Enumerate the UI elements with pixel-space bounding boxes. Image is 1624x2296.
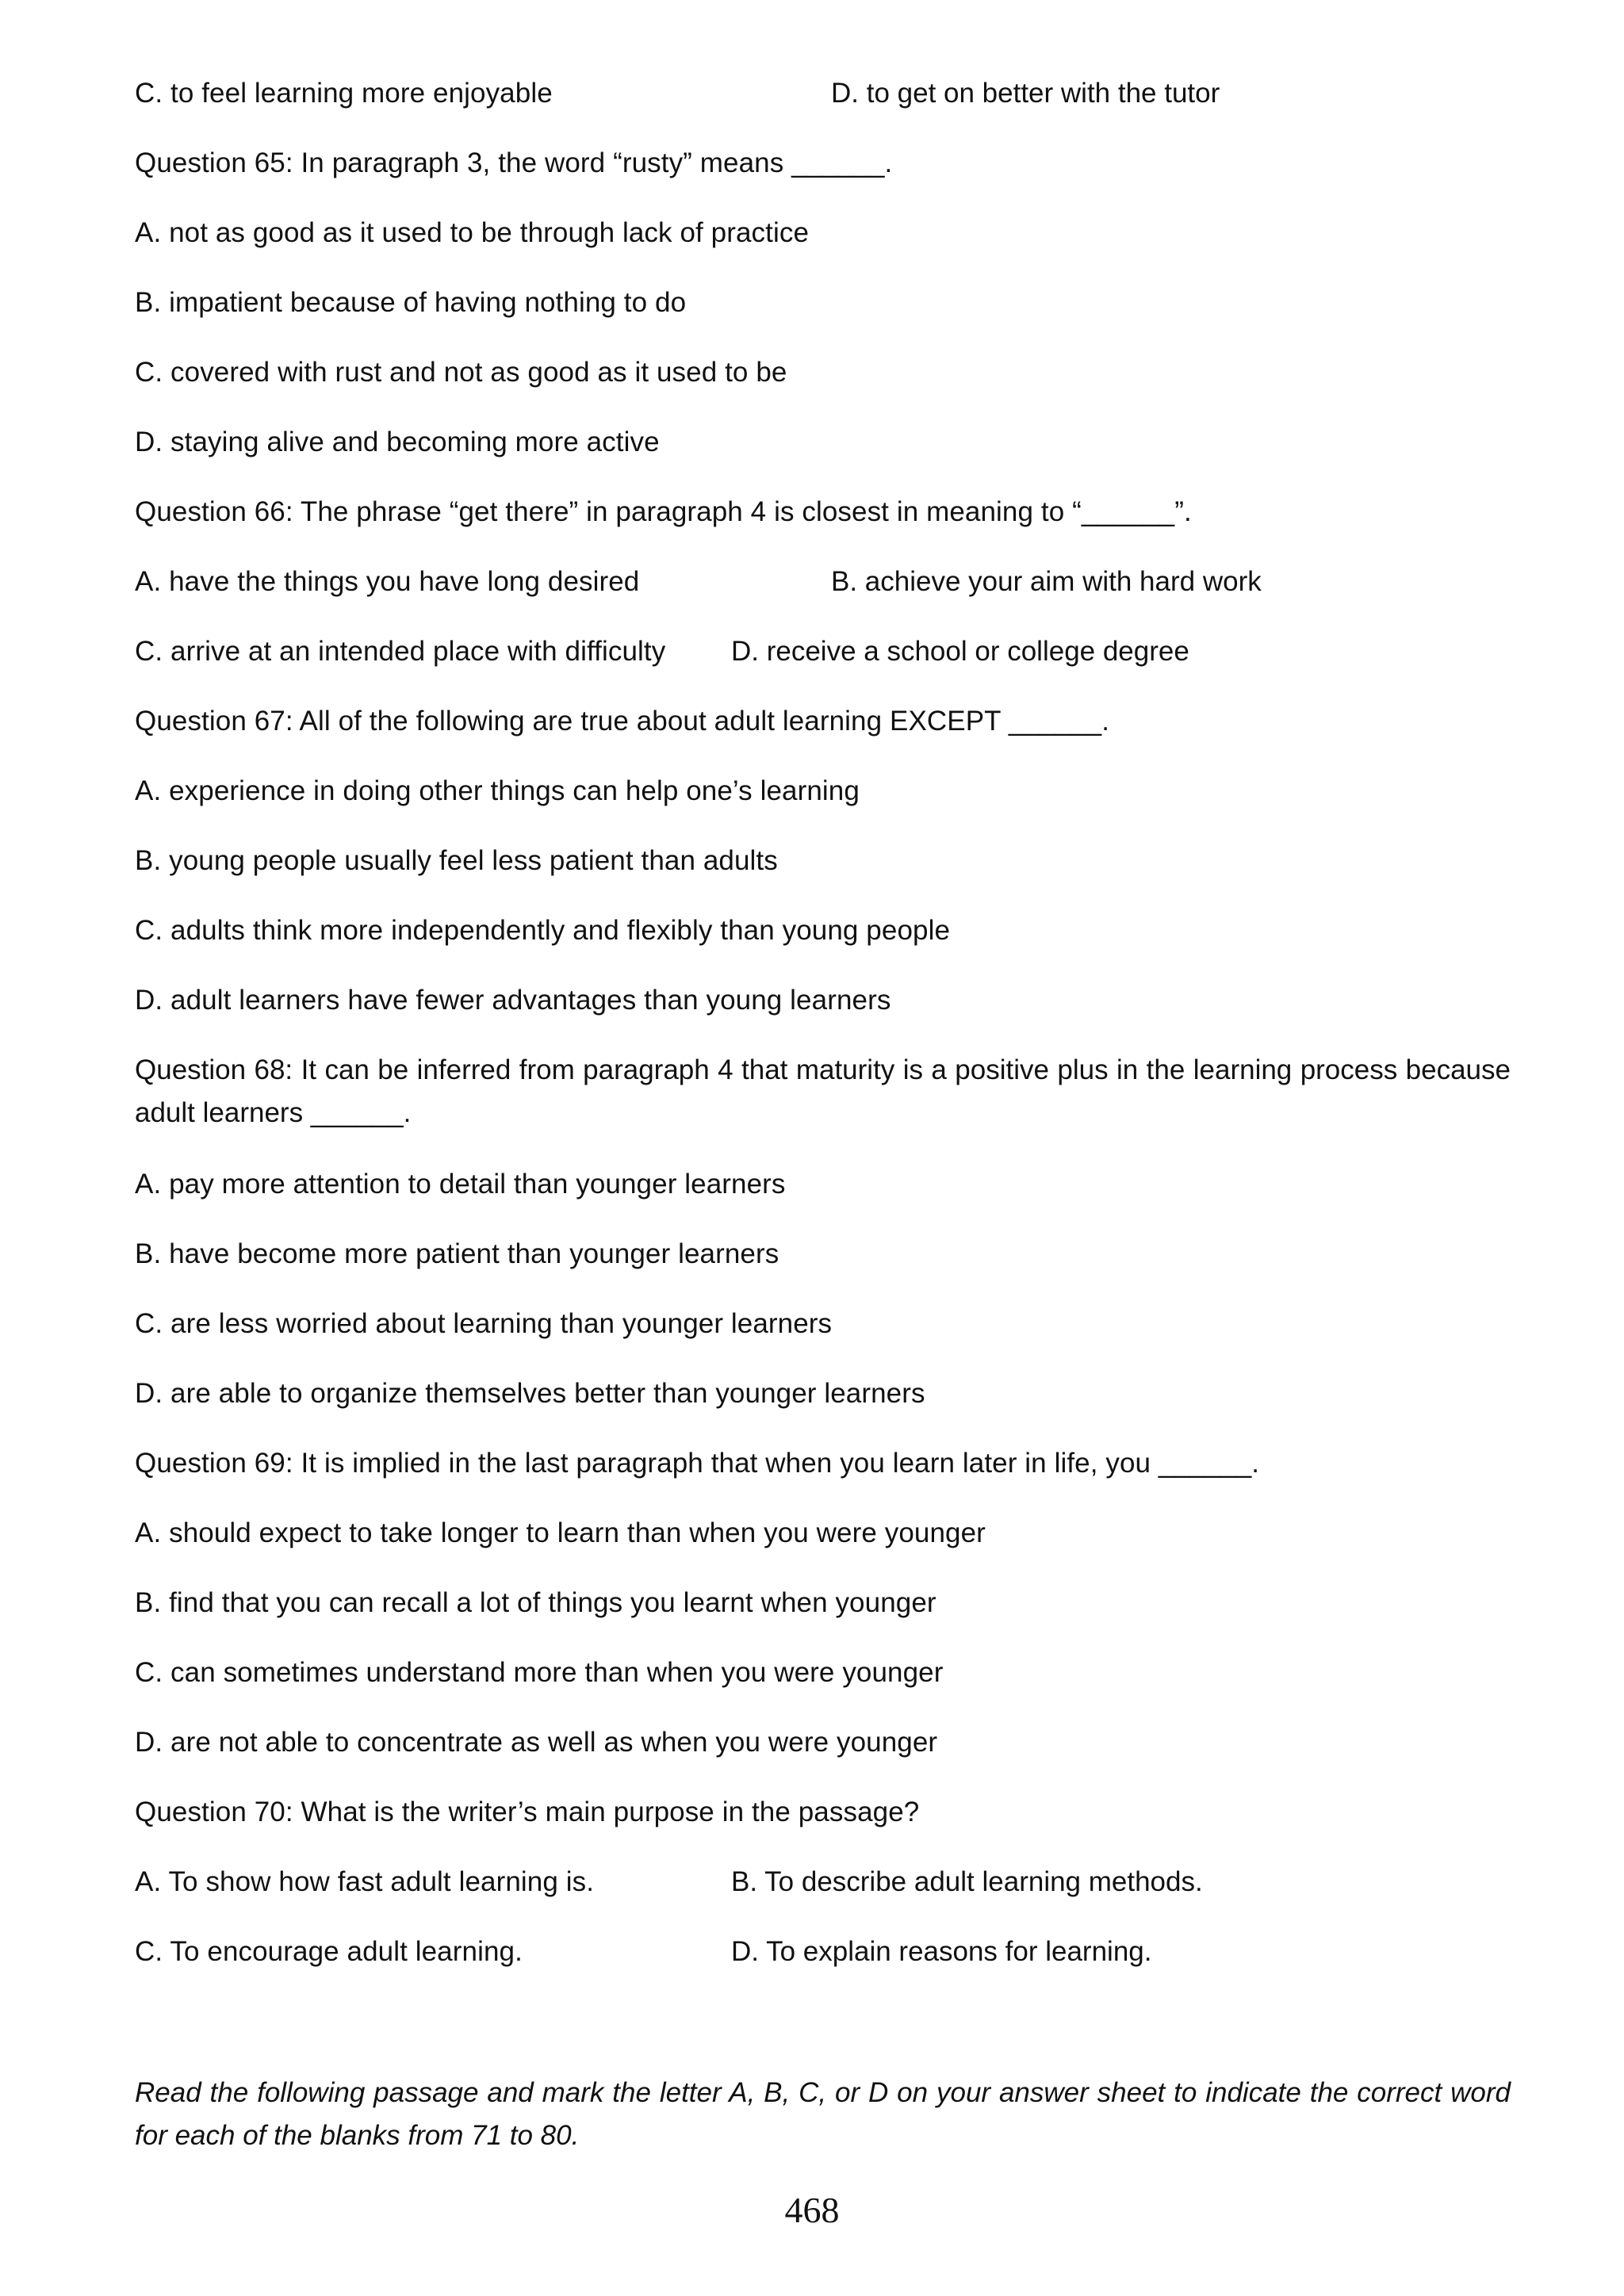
q64-option-d: D. to get on better with the tutor: [831, 78, 1220, 109]
q66-option-c: C. arrive at an intended place with difficulty: [135, 636, 666, 667]
q69-option-a: A. should expect to take longer to learn than when you were younger: [135, 1517, 986, 1548]
q67-option-d: D. adult learners have fewer advantages than young learners: [135, 985, 891, 1016]
q70-option-a: A. To show how fast adult learning is.: [135, 1866, 595, 1897]
q65-option-a: A. not as good as it used to be through lack of practice: [135, 217, 810, 248]
q65-stem: Question 65: In paragraph 3, the word “rusty” means ______.: [135, 147, 893, 178]
page-number: 468: [784, 2190, 840, 2230]
q66-stem: Question 66: The phrase “get there” in paragraph 4 is closest in meaning to “______”.: [135, 496, 1192, 527]
section-instruction: Read the following passage and mark the letter A, B, C, or D on your answer sheet to indicate the correct word for each of the blanks from 71 to 80.: [135, 2077, 1511, 2151]
q69-option-d: D. are not able to concentrate as well as when you were younger: [135, 1727, 938, 1758]
q67-stem: Question 67: All of the following are true about adult learning EXCEPT ______.: [135, 706, 1110, 737]
q66-option-a: A. have the things you have long desired: [135, 566, 640, 597]
q68-option-b: B. have become more patient than younger learners: [135, 1238, 779, 1269]
q68-stem: Question 68: It can be inferred from paragraph 4 that maturity is a positive plus in the learning process because adult learners ______.: [135, 1054, 1511, 1128]
q67-option-b: B. young people usually feel less patient than adults: [135, 845, 778, 876]
q67-option-a: A. experience in doing other things can help one’s learning: [135, 775, 860, 806]
q69-option-b: B. find that you can recall a lot of things you learnt when younger: [135, 1587, 936, 1618]
q68-option-c: C. are less worried about learning than younger learners: [135, 1308, 833, 1339]
q65-option-d: D. staying alive and becoming more active: [135, 427, 660, 457]
q67-option-c: C. adults think more independently and flexibly than young people: [135, 915, 951, 946]
q68-option-d: D. are able to organize themselves better than younger learners: [135, 1378, 925, 1409]
q66-option-b: B. achieve your aim with hard work: [831, 566, 1262, 597]
q65-option-c: C. covered with rust and not as good as it used to be: [135, 357, 787, 388]
q66-option-d: D. receive a school or college degree: [731, 636, 1189, 667]
q70-option-c: C. To encourage adult learning.: [135, 1936, 523, 1967]
q65-option-b: B. impatient because of having nothing to do: [135, 287, 687, 318]
q70-option-d: D. To explain reasons for learning.: [731, 1936, 1152, 1967]
q69-stem: Question 69: It is implied in the last paragraph that when you learn later in life, you ______.: [135, 1448, 1260, 1479]
q64-option-c: C. to feel learning more enjoyable: [135, 78, 553, 109]
q70-option-b: B. To describe adult learning methods.: [731, 1866, 1203, 1897]
q68-option-a: A. pay more attention to detail than younger learners: [135, 1169, 786, 1200]
q69-option-c: C. can sometimes understand more than when you were younger: [135, 1657, 944, 1688]
q70-stem: Question 70: What is the writer’s main purpose in the passage?: [135, 1797, 920, 1827]
